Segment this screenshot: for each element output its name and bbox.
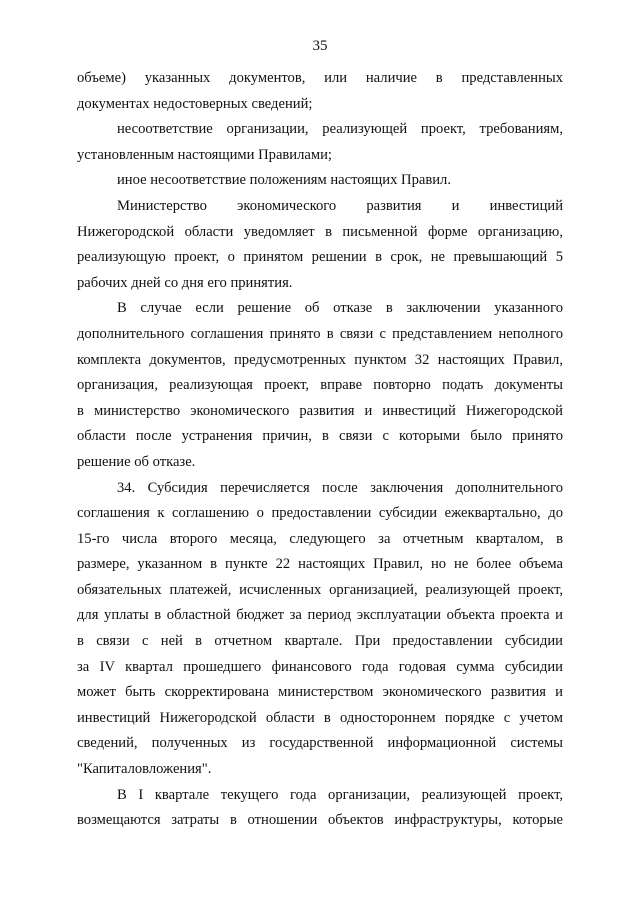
text-line: 34. Субсидия перечисляется после заключения дополнительного <box>117 479 563 496</box>
text-line: комплекта документов, предусмотренных пунктом 32 настоящих Правил, <box>77 351 563 368</box>
text-line: реализующую проект, о принятом решении в срок, не превышающий 5 <box>77 249 563 266</box>
paragraph <box>77 117 563 168</box>
text-line: в связи с ней в отчетном квартале. При предоставлении субсидии <box>77 633 563 650</box>
paragraph <box>77 296 563 475</box>
text-line: установленным настоящими Правилами; <box>77 146 332 163</box>
text-line: Министерство экономического развития и инвестиций <box>117 197 563 214</box>
document-page <box>77 36 563 834</box>
text-line: области после устранения причин, в связи с которыми было принято <box>77 428 563 445</box>
page-number: 35 <box>312 38 328 54</box>
text-line: размере, указанном в пункте 22 настоящих Правил, но не более объема <box>77 556 563 573</box>
text-line: несоответствие организации, реализующей проект, требованиям, <box>117 121 563 138</box>
text-line: решение об отказе. <box>77 453 196 470</box>
text-line: документах недостоверных сведений; <box>77 95 313 112</box>
text-line: дополнительного соглашения принято в связи с представлением неполного <box>77 325 563 342</box>
text-line: сведений, полученных из государственной информационной системы <box>77 735 563 752</box>
text-line: объеме) указанных документов, или наличие в представленных <box>77 70 563 86</box>
text-line: организация, реализующая проект, вправе повторно подать документы <box>77 377 563 394</box>
text-line: иное несоответствие положениям настоящих Правил. <box>117 172 451 189</box>
text-line: Нижегородской области уведомляет в письменной форме организацию, <box>77 223 563 240</box>
text-line: обязательных платежей, исчисленных организацией, реализующей проект, <box>77 581 563 598</box>
text-line: инвестиций Нижегородской области в одностороннем порядке с учетом <box>77 709 563 726</box>
text-line: в министерство экономического развития и инвестиций Нижегородской <box>77 402 563 419</box>
text-line: соглашения к соглашению о предоставлении субсидии ежеквартально, до <box>77 505 563 522</box>
text-line: для уплаты в областной бюджет за период эксплуатации объекта проекта и <box>77 607 563 624</box>
text-line: 15-го числа второго месяца, следующего за отчетным кварталом, в <box>77 530 563 547</box>
paragraph <box>77 66 563 117</box>
paragraph <box>77 194 563 296</box>
text-line: возмещаются затраты в отношении объектов инфраструктуры, которые <box>77 812 563 829</box>
text-line: "Капиталовложения". <box>77 761 212 778</box>
text-line: В случае если решение об отказе в заключении указанного <box>117 300 563 317</box>
text-line: может быть скорректирована министерством экономического развития и <box>77 684 563 701</box>
paragraph <box>77 783 563 834</box>
text-line: рабочих дней со дня его принятия. <box>77 274 293 291</box>
text-line: В I квартале текущего года организации, реализующей проект, <box>117 786 563 803</box>
paragraph <box>77 168 563 194</box>
paragraph <box>77 476 563 783</box>
text-line: за IV квартал прошедшего финансового года годовая сумма субсидии <box>77 658 563 675</box>
